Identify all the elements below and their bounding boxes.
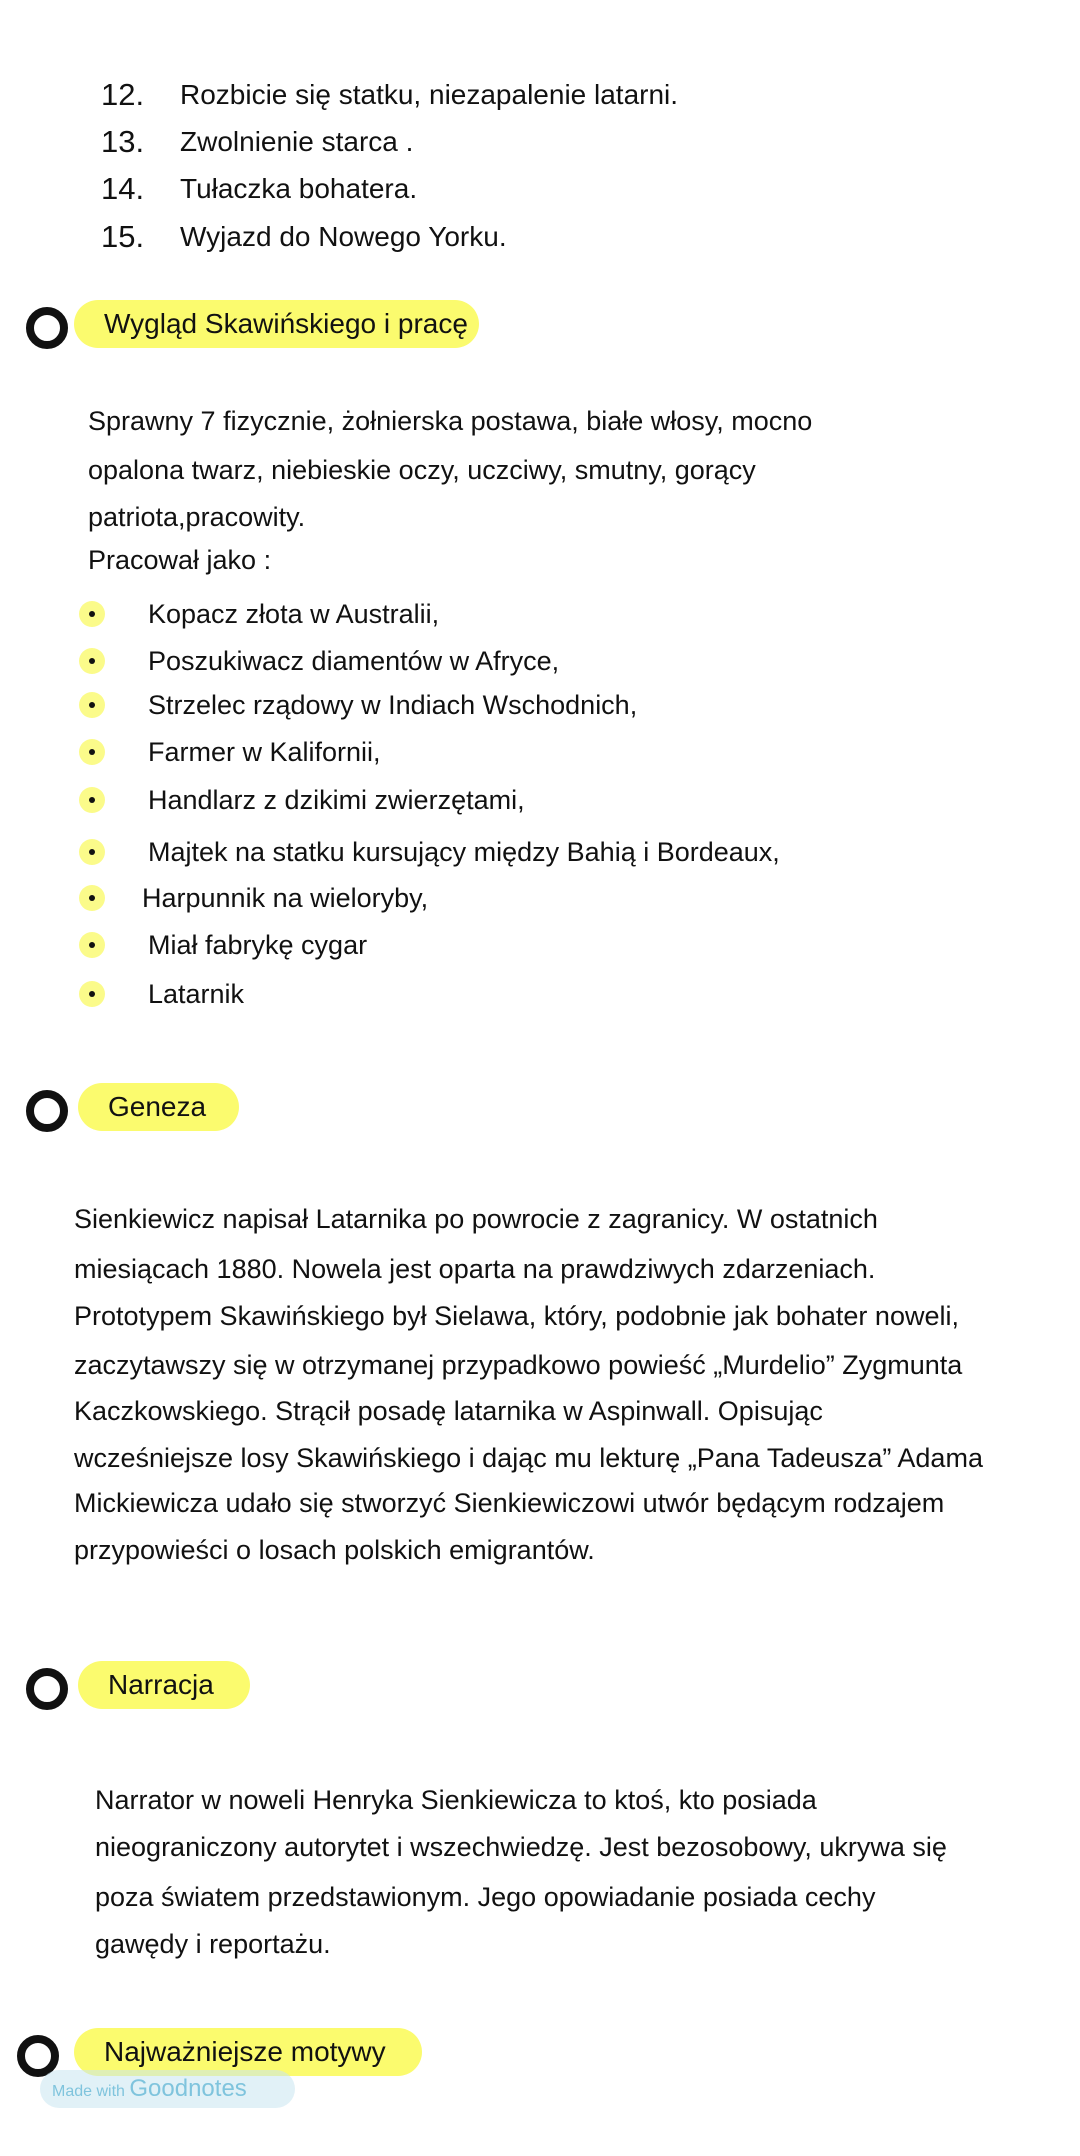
list-item: Latarnik: [148, 979, 245, 1009]
bullet-icon: [79, 692, 105, 718]
section-circle-icon: [26, 1668, 68, 1710]
paragraph-line: Narrator w noweli Henryka Sienkiewicza to ktoś, kto posiada: [95, 1785, 817, 1815]
watermark-brand: Goodnotes: [129, 2075, 247, 2102]
list-item: Rozbicie się statku, niezapalenie latarni.: [180, 79, 679, 110]
section-heading-narration: Narracja: [78, 1661, 250, 1709]
list-number: 13.: [101, 122, 144, 162]
bullet-icon: [79, 839, 105, 865]
paragraph-line: Mickiewicza udało się stworzyć Sienkiewiczowi utwór będącym rodzajem: [74, 1488, 945, 1518]
goodnotes-watermark: [40, 2070, 295, 2108]
list-item: Farmer w Kalifornii,: [148, 737, 381, 767]
section-heading-motifs: Najważniejsze motywy: [74, 2028, 422, 2076]
list-number: 12.: [101, 75, 144, 115]
watermark-prefix: Made with: [52, 2083, 125, 2100]
paragraph-line: nieograniczony autorytet i wszechwiedzę. Jest bezosobowy, ukrywa się: [95, 1832, 947, 1862]
paragraph-line: Sprawny 7 fizycznie, żołnierska postawa, białe włosy, mocno: [88, 406, 813, 436]
list-item: Majtek na statku kursujący między Bahią i Bordeaux,: [148, 837, 780, 867]
bullet-icon: [79, 885, 105, 911]
list-item: Handlarz z dzikimi zwierzętami,: [148, 785, 525, 815]
bullet-icon: [79, 932, 105, 958]
list-number: 14.: [101, 169, 144, 209]
list-item: Tułaczka bohatera.: [180, 173, 418, 204]
section-circle-icon: [26, 1090, 68, 1132]
bullet-icon: [79, 981, 105, 1007]
list-item: Strzelec rządowy w Indiach Wschodnich,: [148, 690, 638, 720]
bullet-icon: [79, 648, 105, 674]
list-item: Miał fabrykę cygar: [148, 930, 368, 960]
section-heading-appearance: Wygląd Skawińskiego i pracę: [74, 300, 479, 348]
list-item: Poszukiwacz diamentów w Afryce,: [148, 646, 560, 676]
list-item: Kopacz złota w Australii,: [148, 599, 440, 629]
paragraph-line: wcześniejsze losy Skawińskiego i dając mu lekturę „Pana Tadeusza” Adama: [74, 1443, 983, 1473]
paragraph-line: opalona twarz, niebieskie oczy, uczciwy, smutny, gorący: [88, 455, 756, 485]
bullet-icon: [79, 787, 105, 813]
section-circle-icon: [26, 307, 68, 349]
bullet-icon: [79, 601, 105, 627]
bullet-icon: [79, 739, 105, 765]
section-heading-genesis: Geneza: [78, 1083, 239, 1131]
paragraph-line: Prototypem Skawińskiego był Sielawa, który, podobnie jak bohater noweli,: [74, 1301, 959, 1331]
paragraph-line: miesiącach 1880. Nowela jest oparta na prawdziwych zdarzeniach.: [74, 1254, 876, 1284]
list-item: Harpunnik na wieloryby,: [142, 883, 429, 913]
paragraph-line: Kaczkowskiego. Strącił posadę latarnika w Aspinwall. Opisując: [74, 1396, 823, 1426]
paragraph-line: zaczytawszy się w otrzymanej przypadkowo powieść „Murdelio” Zygmunta: [74, 1350, 963, 1380]
paragraph-line: Pracował jako :: [88, 545, 272, 575]
paragraph-line: patriota,pracowity.: [88, 502, 306, 532]
paragraph-line: poza światem przedstawionym. Jego opowiadanie posiada cechy: [95, 1882, 876, 1912]
list-item: Wyjazd do Nowego Yorku.: [180, 221, 507, 252]
paragraph-line: Sienkiewicz napisał Latarnika po powrocie z zagranicy. W ostatnich: [74, 1204, 878, 1234]
list-number: 15.: [101, 217, 144, 257]
paragraph-line: przypowieści o losach polskich emigrantów.: [74, 1535, 595, 1565]
list-item: Zwolnienie starca .: [180, 126, 414, 157]
paragraph-line: gawędy i reportażu.: [95, 1929, 331, 1959]
